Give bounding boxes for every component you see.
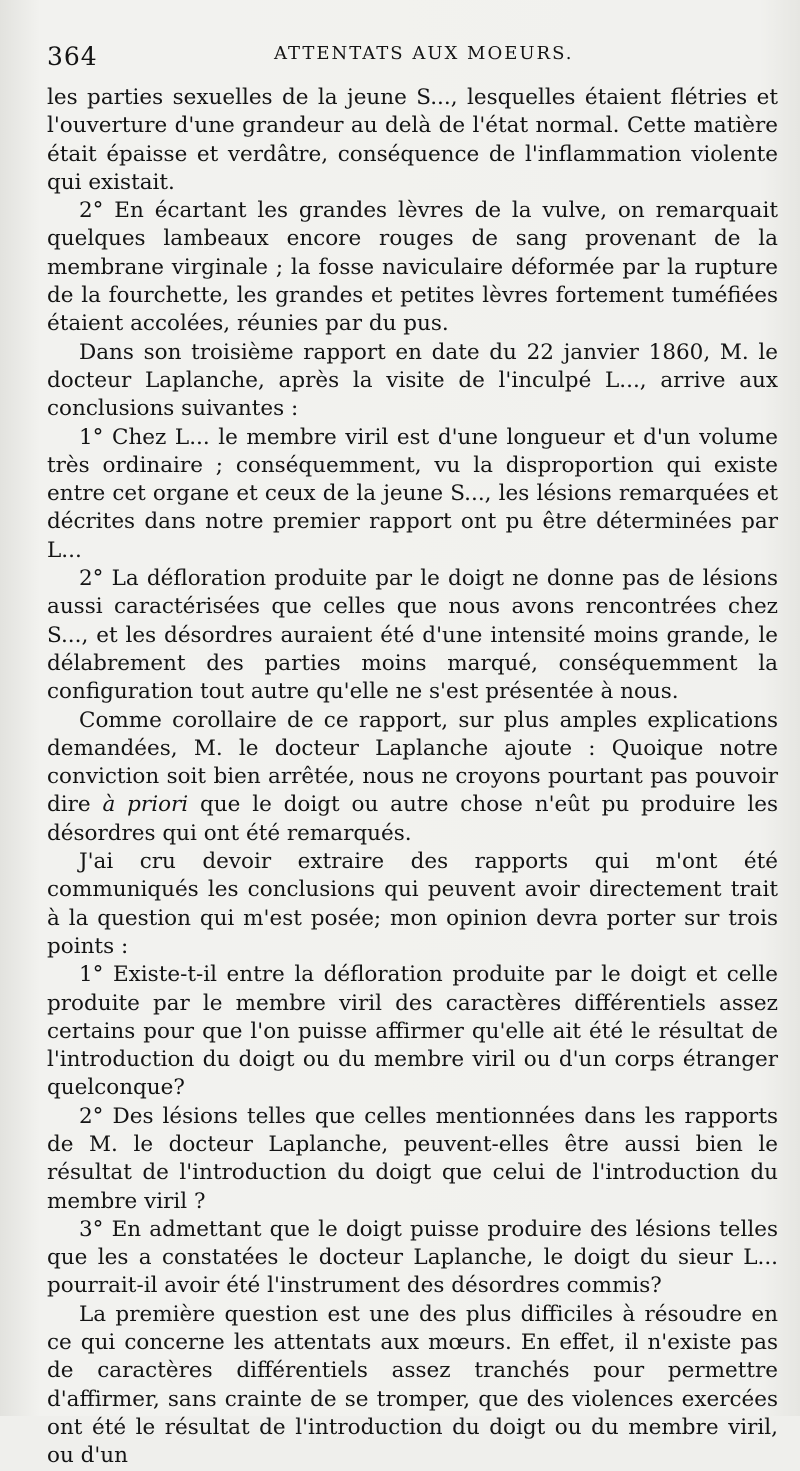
paragraph-conclusion-2: 2° La défloration produite par le doigt ne donne pas de lésions aussi caractérisées que celles que nous avons rencontrées chez S..., et les désordres auraient été d'une intensité moins grande, le délabrement des parties moins marqué, conséquemment la configuration tout autre qu'elle ne s'est présentée à nous.	[47, 566, 778, 705]
paragraph-question-1: 1° Existe-t-il entre la défloration produite par le doigt et celle produite par le membre viril des caractères différentiels assez certains pour que l'on puisse affirmer qu'elle ait été le résultat de l'introduction du doigt ou du membre viril ou d'un corps étranger quelconque?	[47, 962, 778, 1101]
paragraph-finding-2: 2° En écartant les grandes lèvres de la vulve, on remarquait quelques lambeaux encore rouges de sang provenant de la membrane virginale ; la fosse naviculaire déformée par la rupture de la fourchette, les grandes et petites lèvres fortement tuméfiées étaient accolées, réunies par du pus.	[47, 198, 778, 337]
corollary-text-before: Comme corollaire de ce rapport, sur plus amples explications demandées, M. le docteur Laplanche ajoute : Quoique notre conviction soit bien arrêtée, nous ne croyons pourtant pas pouvoir dire	[47, 707, 778, 818]
paragraph-question-3: 3° En admettant que le doigt puisse produire des lésions telles que les a constatées le docteur Laplanche, le doigt du sieur L... pourrait-il avoir été l'instrument des désordres commis?	[47, 1216, 778, 1299]
paragraph-continuation: les parties sexuelles de la jeune S..., lesquelles étaient flétries et l'ouverture d'une grandeur au delà de l'état normal. Cette matière était épaisse et verdâtre, conséquence de l'inflammation violente qui existait.	[47, 85, 778, 195]
paragraph-conclusion-1: 1° Chez L... le membre viril est d'une longueur et d'un volume très ordinaire ; conséquemment, vu la disproportion qui existe entre cet organe et ceux de la jeune S..., les lésions remarquées et décrites dans notre premier rapport ont pu être déterminées par L...	[47, 424, 778, 563]
paragraph-question-2: 2° Des lésions telles que celles mentionnées dans les rapports de M. le docteur Laplanche, peuvent-elles être aussi bien le résultat de l'introduction du doigt que celui de l'introduction du membre viril ?	[47, 1103, 778, 1214]
paragraph-extract: J'ai cru devoir extraire des rapports qui m'ont été communiqués les conclusions qui peuvent avoir directement trait à la question qui m'est posée; mon opinion devra porter sur trois points :	[47, 849, 778, 959]
corollary-italic-term: à priori	[102, 792, 189, 818]
paragraph-corollary	[47, 707, 778, 848]
running-title: ATTENTATS AUX MOEURS.	[274, 43, 574, 64]
corollary-text-after: que le doigt ou autre chose n'eût pu produire les désordres qui ont été remarqués.	[47, 792, 778, 846]
paragraph-first-question-answer: La première question est une des plus difficiles à résoudre en ce qui concerne les attentats aux mœurs. En effet, il n'existe pas de caractères différentiels assez tranchés pour permettre d'affirmer, sans crainte de se tromper, que des violences exercées ont été le résultat de l'introduction du doigt ou du membre viril, ou d'un	[47, 1301, 778, 1469]
page-header	[47, 28, 778, 78]
paragraph-third-report: Dans son troisième rapport en date du 22 janvier 1860, M. le docteur Laplanche, après la visite de l'inculpé L..., arrive aux conclusions suivantes :	[47, 339, 778, 422]
page-body	[47, 84, 778, 1471]
page-number: 364	[47, 42, 98, 71]
